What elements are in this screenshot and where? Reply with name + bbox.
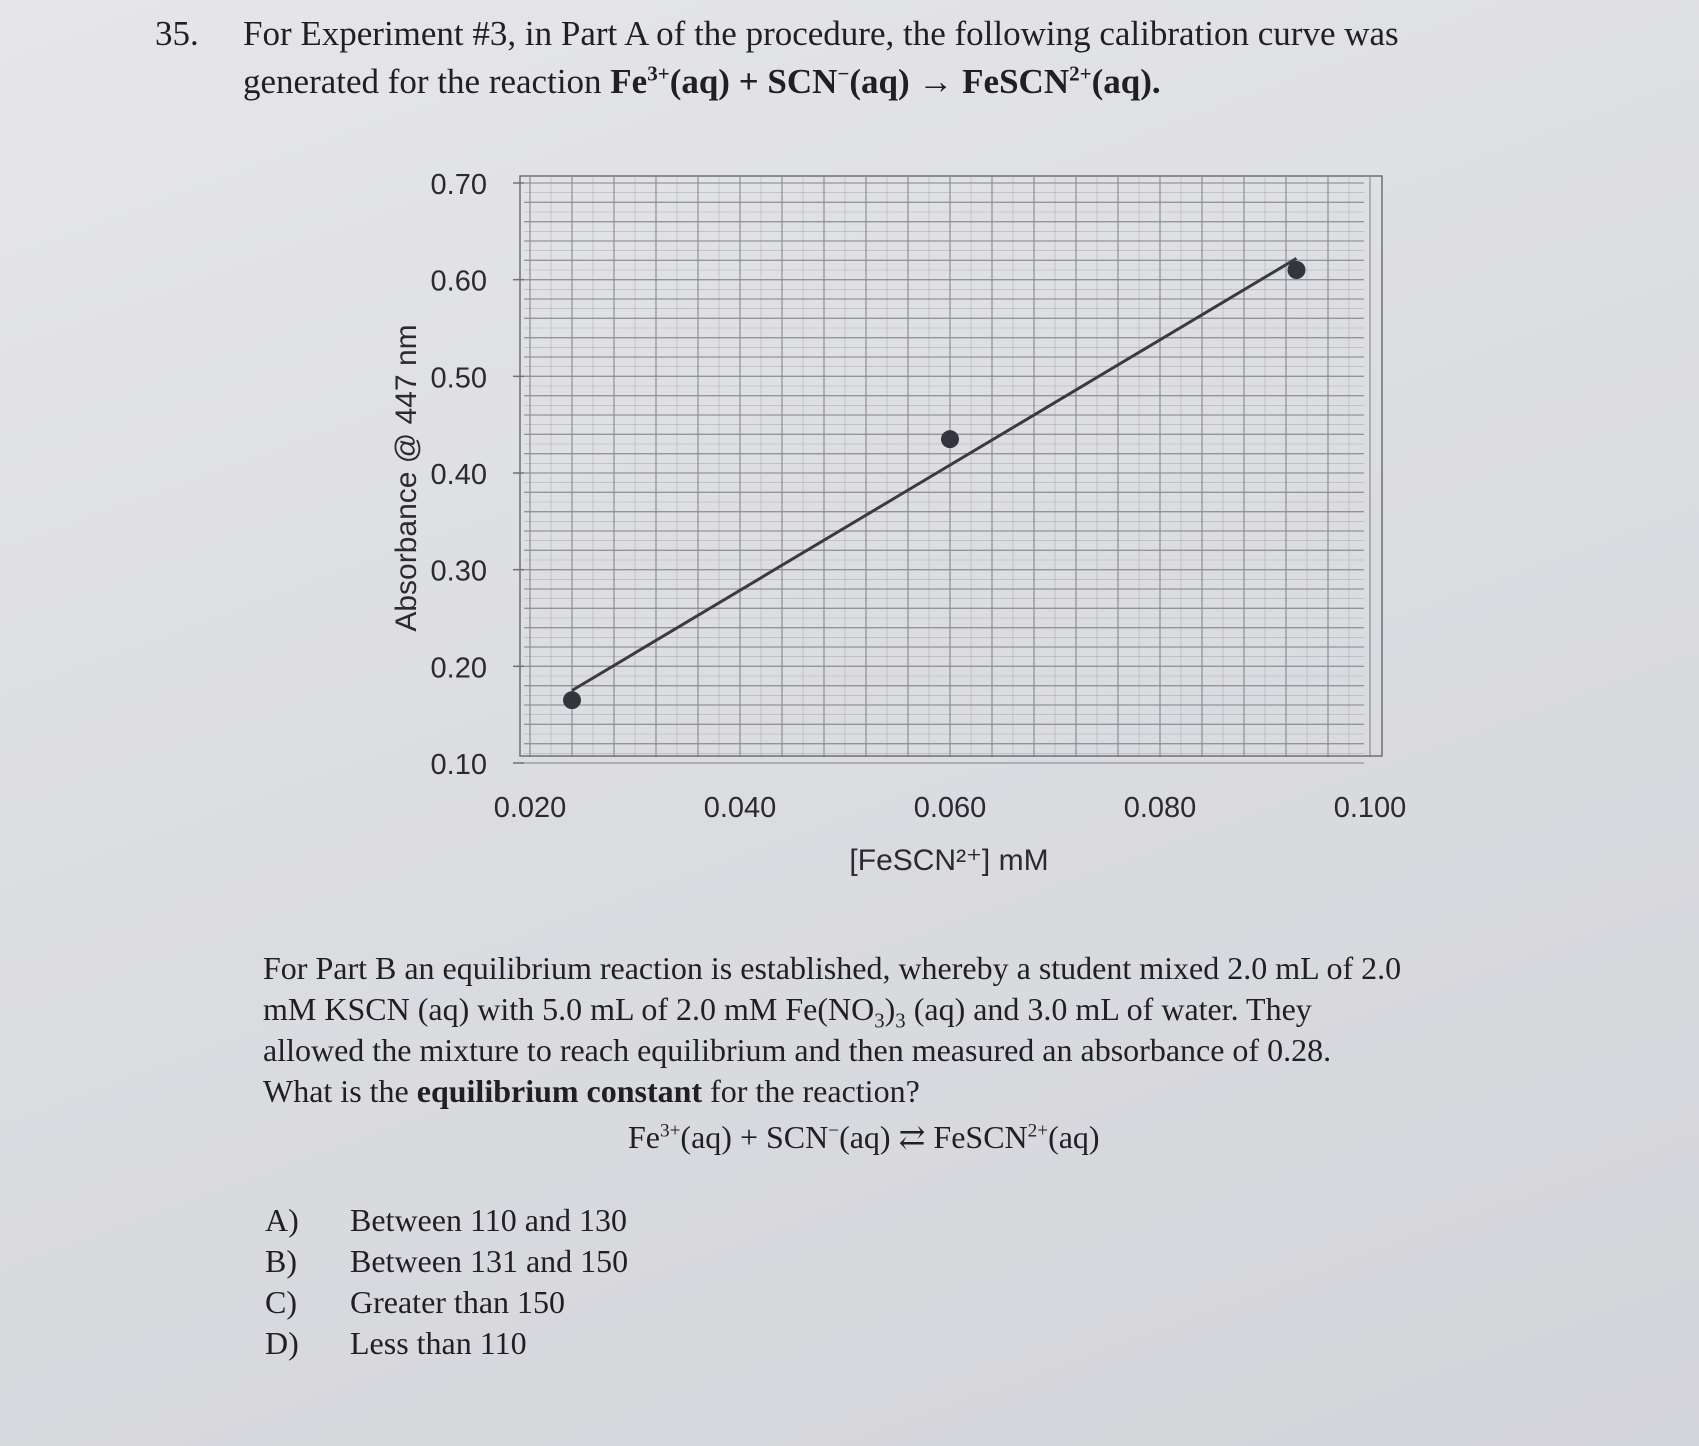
x-tick-labels (494, 792, 1407, 824)
y-tick-label: 0.60 (430, 265, 487, 298)
data-point (941, 430, 959, 448)
trendline (572, 258, 1297, 690)
reaction-equation: $Fe^{3+}(aq) + SCN^-(aq)$ → FeSCN$^{2+}$(aq). (610, 61, 1161, 101)
y-tick-label: 0.50 (430, 362, 487, 395)
y-tick-label: 0.10 (430, 749, 487, 781)
equilibrium-equation: $Fe^{3+}(aq) + SCN^-(aq)$ ⇄ FeSCN$^{2+}$(aq) (628, 1119, 1100, 1155)
data-point (1288, 261, 1306, 279)
choice-a[interactable]: A) Between 110 and 130 (265, 1202, 627, 1238)
y-tick-labels (431, 169, 524, 781)
y-axis-label: Absorbance @ 447 nm (390, 324, 423, 632)
part-b-line-4: What is the equilibrium constant for the reaction? (263, 1073, 920, 1109)
y-tick-label: 0.30 (430, 555, 487, 588)
x-tick-label: 0.060 (913, 792, 987, 824)
part-b-text (263, 948, 1583, 1112)
question-line-1: For Experiment #3, in Part A of the procedure, the following calibration curve was (243, 14, 1399, 53)
part-b-line-3: allowed the mixture to reach equilibrium and then measured an absorbance of 0.28. (263, 1032, 1332, 1068)
y-tick-label: 0.40 (430, 459, 487, 491)
choice-b[interactable]: B) Between 131 and 150 (265, 1243, 629, 1279)
y-tick-label: 0.70 (430, 169, 487, 201)
answer-choices (265, 1200, 628, 1364)
data-point (563, 691, 581, 709)
y-tick-label: 0.20 (430, 652, 487, 685)
choice-c[interactable]: C) Greater than 150 (265, 1284, 566, 1320)
x-tick-label: 0.100 (1333, 792, 1407, 824)
x-axis-label: [FeSCN²⁺] mM (849, 844, 1049, 877)
part-b-line-1: For Part B an equilibrium reaction is established, whereby a student mixed 2.0 mL of 2.0 (263, 950, 1402, 986)
question-line-2-prefix: generated for the reaction (243, 62, 611, 101)
x-tick-label: 0.020 (493, 792, 567, 824)
question-number: 35. (155, 14, 199, 53)
choice-d[interactable]: D) Less than 110 (265, 1325, 527, 1361)
chart-grid (524, 177, 1370, 763)
x-tick-label: 0.040 (703, 792, 777, 824)
x-tick-label: 0.080 (1123, 792, 1197, 824)
part-b-line-2: mM KSCN (aq) with 5.0 mL of 2.0 mM $Fe(NO_3)_3$ (aq) and 3.0 mL of water. They (263, 991, 1312, 1033)
